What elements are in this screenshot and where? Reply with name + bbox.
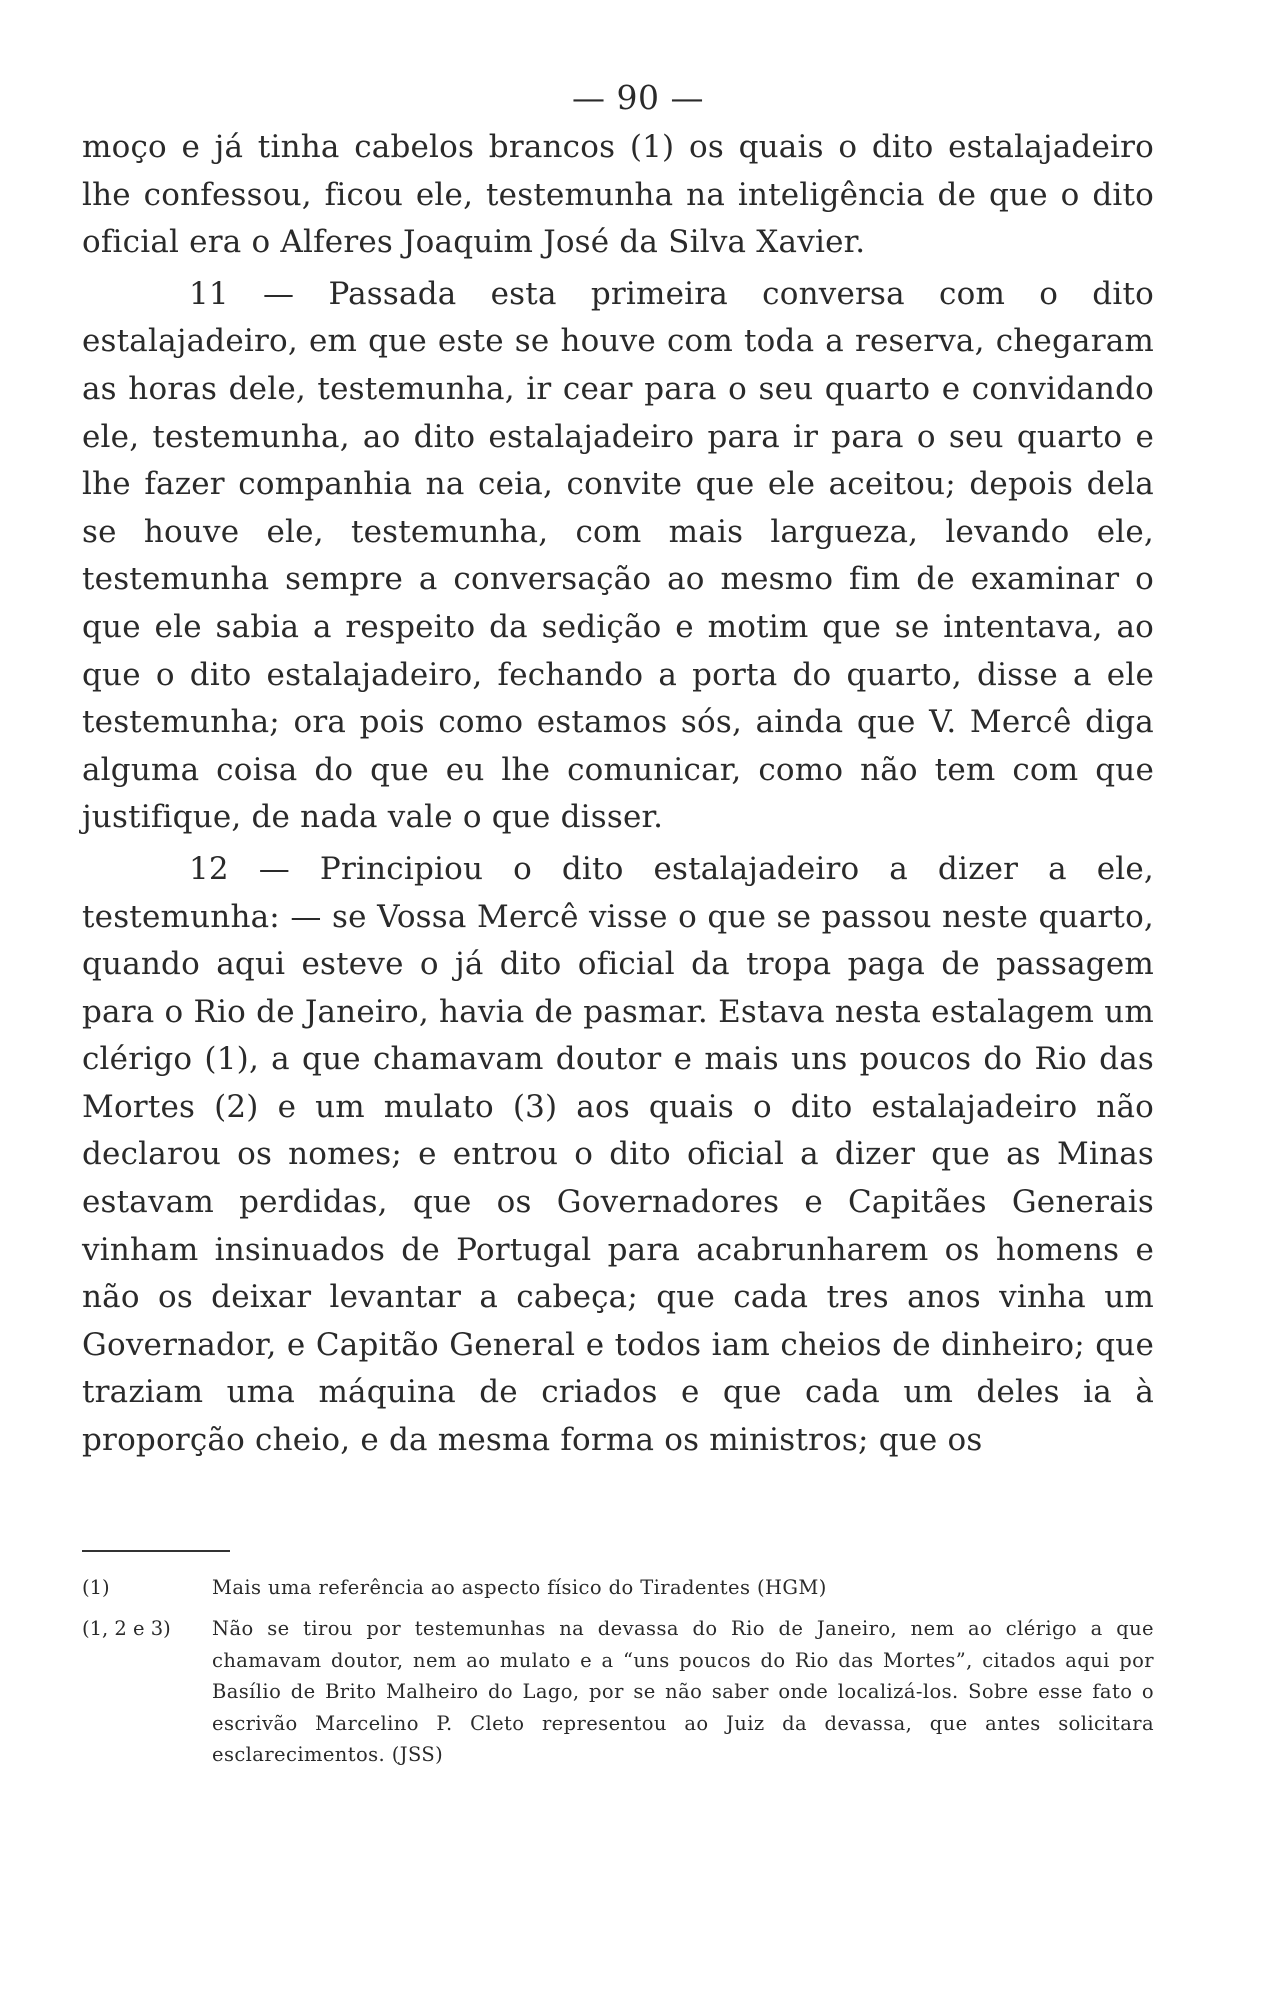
paragraph-12: 12 — Principiou o dito estalajadeiro a dizer a ele, testemunha: — se Vossa Mercê visse o que se passou neste quarto, quando aqui esteve o já dito oficial da tropa paga de passagem para o Rio de Janeiro, havia de pasmar. Estava nesta estalagem um clérigo (1), a que chamavam doutor e mais uns poucos do Rio das Mortes (2) e um mulato (3) aos quais o dito estalajadeiro não declarou os nomes; e entrou o dito oficial a dizer que as Minas estavam perdidas, que os Governadores e Capitães Generais vinham insinuados de Portugal para acabrunharem os homens e não os deixar levantar a cabeça; que cada tres anos vinha um Governador, e Capitão General e todos iam cheios de dinheiro; que traziam uma máquina de criados e que cada um deles ia à proporção cheio, e da mesma forma os ministros; que os xyxy=(82,850,1154,1459)
footnote-text: Não se tirou por testemunhas na devassa do Rio de Janeiro, nem ao clérigo a que chamavam doutor, nem ao mulato e a “uns poucos do Rio das Mortes”, citados aqui por Basílio de Brito Malheiro do Lago, por se não saber onde localizá-los. Sobre esse fato o escrivão Marcelino P. Cleto representou ao Juiz da devassa, que antes solicitara esclarecimentos. (JSS) xyxy=(212,1617,1154,1767)
footnotes xyxy=(82,1572,1154,1771)
footnote-item xyxy=(82,1572,1154,1604)
paragraph-continuation: moço e já tinha cabelos brancos (1) os quais o dito estalajadeiro lhe confessou, ficou ele, testemunha na inteligência de que o dito oficial era o Alferes Joaquim José da Silva Xavier. xyxy=(82,129,1154,261)
footnote-text: Mais uma referência ao aspecto físico do Tiradentes (HGM) xyxy=(212,1575,827,1599)
footnote-item xyxy=(82,1613,1154,1771)
book-page xyxy=(82,78,1154,1781)
footnote-marker: (1, 2 e 3) xyxy=(82,1617,171,1641)
page-number: — 90 — xyxy=(572,78,704,117)
footnote-marker: (1) xyxy=(82,1575,110,1599)
body-text xyxy=(82,124,1154,1465)
paragraph-11: 11 — Passada esta primeira conversa com o dito estalajadeiro, em que este se houve com toda a reserva, chegaram as horas dele, testemunha, ir cear para o seu quarto e convidando ele, testemunha, ao dito estalajadeiro para ir para o seu quarto e lhe fazer companhia na ceia, convite que ele aceitou; depois dela se houve ele, testemunha, com mais largueza, levando ele, testemunha sempre a conversação ao mesmo fim de examinar o que ele sabia a respeito da sedição e motim que se intentava, ao que o dito estalajadeiro, fechando a porta do quarto, disse a ele testemunha; ora pois como estamos sós, ainda que V. Mercê diga alguma coisa do que eu lhe comunicar, como não tem com que justifique, de nada vale o que disser. xyxy=(82,275,1154,836)
footnote-separator xyxy=(82,1550,230,1552)
